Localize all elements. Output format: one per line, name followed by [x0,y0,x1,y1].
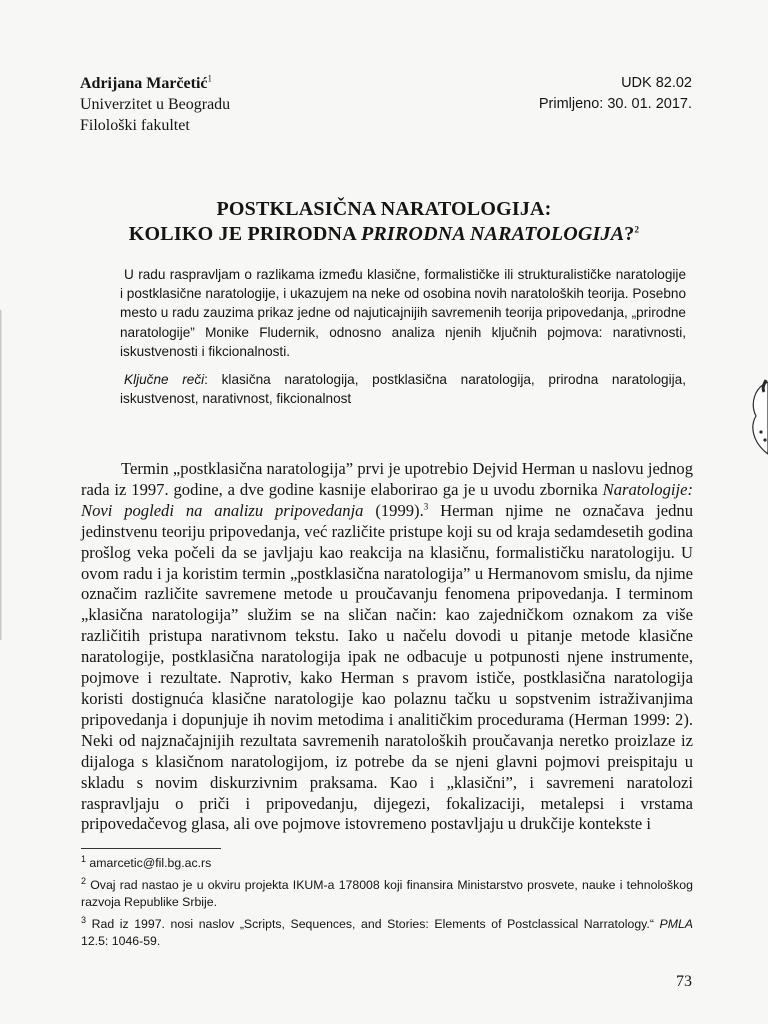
book-title: Naratologije: Novi pogledi na analizu pripovedanja [81,479,693,520]
title-italic: PRIRODNA NARATOLOGIJA [360,223,625,245]
body-paragraph: Termin „postklasična naratologija” prvi je upotrebio Dejvid Herman u naslovu jednog rada iz 1997. godine, a dve godine kasnije elaborirao ga je u uvodu zbornika Naratologije: Novi pogledi na analizu pripovedanja (1999).$^3$ Herman njime ne označava jednu jedinstvenu teoriju pripovedanja, već različite pristupe koji su od kraja sedamdesetih godina prošlog veka počeli da se javljaju kao reakcija na klasičnu, formalističku naratologiju. U ovom radu i ja koristim termin „postklasična naratologija” u Hermanovom smislu, da njime označim različite savremene metode u proučavanju fenomena pripovedanja. I terminom „klasična naratologija” služim se na sličan način: kao zajedničkom oznakom za više različitih pristupa narativnom tekstu. Iako u načelu dovodi u pitanje metode klasične naratologije, postklasična naratologija ipak ne odbacuje u potpunosti njene instrumente, pojmove i rezultate. Naprotiv, kako Herman s pravom ističe, postklasična naratologija koristi dostignuća klasične naratologije kao polaznu tačku u sopstvenim istraživanjima pripovedanja i dopunjuje ih novim metodima i analitičkim procedurama (Herman 1999: 2). Neki od najznačajnijih rezultata savremenih naratoloških proučavanja neretko proizlaze iz dijaloga s klasičnom naratologijom, iz potrebe da se njeni glavni pojmovi preispitaju u skladu s novim diskurzivnim praksama. Kao i „klasični”, i savremeni naratolozi raspravljaju o priči i pripovedanju, dijegezi, fokalizaciji, metalepsi i vrstama pripovedačevog glasa, ali ove pojmove istovremeno postavljaju u drukčije kontekste i [81,459,693,834]
footnote-ref-1: 1 [207,73,213,84]
scan-artifact-icon [728,378,768,458]
faculty: Filološki fakultet [80,117,190,134]
abstract: U radu raspravljam o razlikama između klasične, formalističke ili strukturalističke naratologije i postklasične naratologije, i ukazujem na neke od osobina novih naratoloških teorija. Posebno mesto u radu zauzima prikaz jedne od najuticajnijih savremenih teorija pripovedanja, „prirodne naratologije” Monike Fludernik, odnosno analiza njenih ključnih pojmova: narativnosti, iskustvenosti i fikcionalnosti. [120,267,687,359]
page-number: 73 [676,973,692,990]
footnote-3: $^3$ Rad iz 1997. nosi naslov „Scripts, Sequences, and Stories: Elements of Postclassical Narratology.“ PMLA 12.5: 1046-59. [81,914,693,948]
meta-block [539,73,692,115]
title-line-1: POSTKLASIČNA NARATOLOGIJA: [216,198,552,220]
keywords-label: Ključne reči [124,372,205,387]
footnotes [81,855,693,955]
author-name: Adrijana Marčetić$^1$ [80,73,213,92]
keywords [120,370,686,408]
footnote-ref-2: 2 [634,224,640,235]
udk-code: UDK 82.02 [621,75,692,91]
keywords-text: : klasična naratologija, postklasična naratologija, prirodna naratologija, iskustvenost, narativnost, fikcionalnost [120,372,686,407]
scan-edge-shadow [0,310,3,640]
title-line-2: KOLIKO JE PRIRODNA PRIRODNA NARATOLOGIJA?$^2$ [128,223,640,245]
footnote-ref-3: 3 [423,501,429,512]
author-block [80,73,230,136]
footnote-2: $^2$ Ovaj rad nastao je u okviru projekta IKUM-a 178008 koji finansira Ministarstvo prosvete, nauke i tehnološkog razvoja Republike Srbije. [81,875,693,909]
paper-title [70,197,698,247]
footnote-1: $^1$ amarcetic@fil.bg.ac.rs [81,853,212,870]
received-date: Primljeno: 30. 01. 2017. [538,96,692,112]
footnote-divider [81,848,221,849]
university: Univerzitet u Beogradu [80,96,231,113]
